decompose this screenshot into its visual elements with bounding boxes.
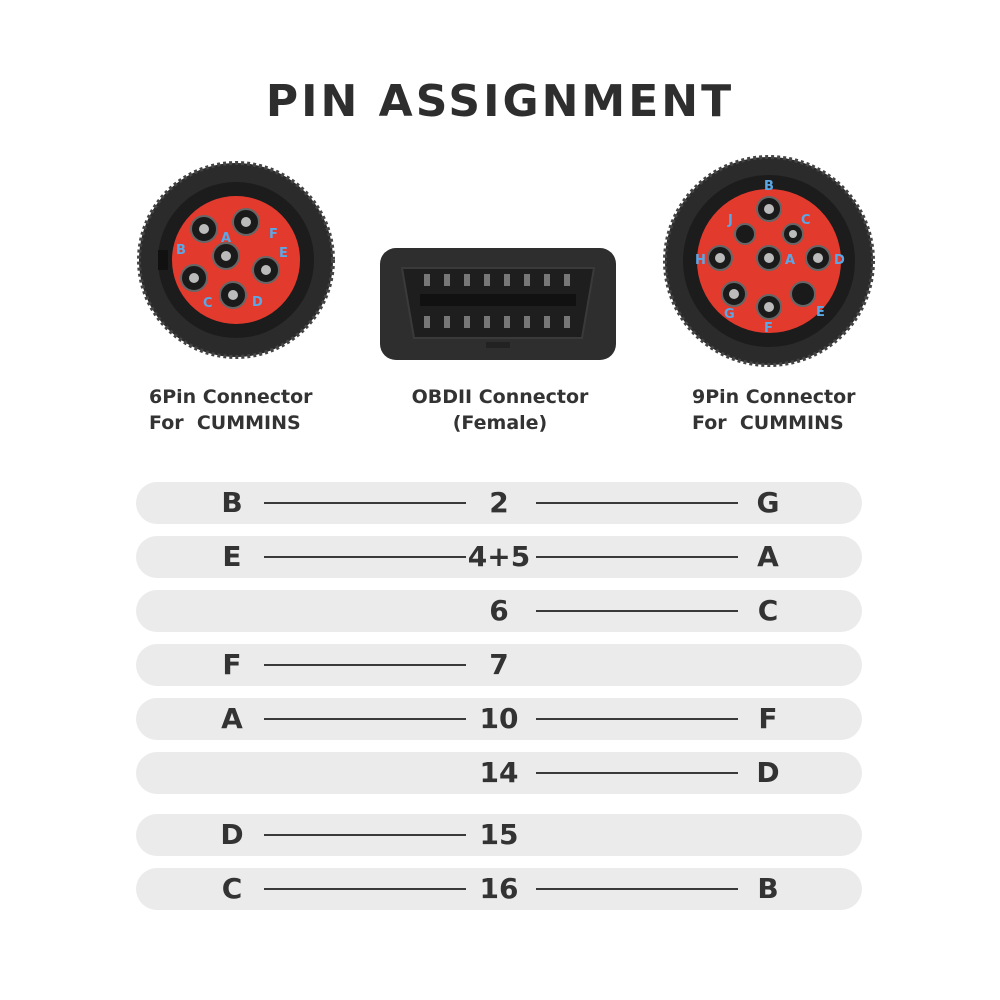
mapping-row [136, 752, 862, 794]
mapping-row [136, 698, 862, 740]
six-pin-caption [149, 384, 313, 436]
connection-line-left [264, 664, 466, 666]
obd-pin-cell: 16 [479, 872, 519, 905]
obd-pin-cell: 4+5 [467, 540, 531, 573]
mapping-row [136, 814, 862, 856]
obd-pin-slot [424, 274, 430, 286]
nine-pin-cell: C [757, 594, 779, 627]
connection-line-left [264, 888, 466, 890]
six-pin-cell: B [221, 486, 243, 519]
obd-pin-slot [504, 316, 510, 328]
obd-pin-slot [484, 316, 490, 328]
nine-pin-label-c: C [801, 213, 811, 228]
six-pin-cell: D [220, 818, 244, 851]
mapping-row [136, 590, 862, 632]
obd-pin-cell: 15 [479, 818, 519, 851]
nine-pin-label-e: E [816, 305, 825, 320]
nine-pin-cell: F [758, 702, 778, 735]
six-pin-caption-line1: 6Pin Connector [149, 386, 313, 408]
six-pin-label-d: D [252, 295, 263, 310]
six-pin-caption-line2: For CUMMINS [149, 412, 301, 434]
nine-pin-cell: A [757, 540, 779, 573]
obd-pin-slot [544, 274, 550, 286]
six-pin-cell [198, 752, 266, 794]
connection-line-left [264, 834, 466, 836]
connection-line-left [264, 556, 466, 558]
nine-pin-caption-line2: For CUMMINS [692, 412, 844, 434]
obd-pin-slot [524, 316, 530, 328]
nine-pin-cell: D [756, 756, 780, 789]
obd-pin-cell: 6 [489, 594, 509, 627]
mapping-row [136, 644, 862, 686]
obd-pin-slot [524, 274, 530, 286]
obd-pin-slot [484, 274, 490, 286]
page-title: PIN ASSIGNMENT [265, 76, 735, 127]
obd-connector-image [378, 246, 618, 362]
six-pin-label-b: B [176, 243, 186, 258]
six-pin-connector-image [136, 160, 336, 360]
obd-pin-cell: 7 [489, 648, 509, 681]
obd-pin-slot [564, 274, 570, 286]
obd-pin-slot [444, 274, 450, 286]
six-pin-label-c: C [203, 296, 213, 311]
obd-pin-slot [564, 316, 570, 328]
six-pin-label-e: E [279, 246, 288, 261]
connection-line-right [536, 718, 738, 720]
obd-pin-cell: 10 [479, 702, 519, 735]
obd-pin-slot [424, 316, 430, 328]
nine-pin-label-d: D [834, 253, 845, 268]
six-pin-cell: E [222, 540, 242, 573]
nine-pin-cell: B [757, 872, 779, 905]
nine-pin-label-f: F [764, 321, 773, 336]
six-pin-label-f: F [269, 227, 278, 242]
obd-pin-cell: 2 [489, 486, 509, 519]
connection-line-left [264, 502, 466, 504]
connection-line-right [536, 888, 738, 890]
nine-pin-caption [692, 384, 856, 436]
connection-line-right [536, 772, 738, 774]
obd-pin-cell: 14 [479, 756, 519, 789]
obd-pin-slot [444, 316, 450, 328]
nine-pin-caption-line1: 9Pin Connector [692, 386, 856, 408]
obd-pin-slot [464, 274, 470, 286]
mapping-row [136, 482, 862, 524]
nine-pin-cell [734, 814, 802, 856]
mapping-row [136, 536, 862, 578]
obd-caption-line2: (Female) [452, 412, 548, 434]
nine-pin-label-b: B [764, 179, 774, 194]
mapping-row [136, 868, 862, 910]
connection-line-right [536, 502, 738, 504]
connection-line-left [264, 718, 466, 720]
obd-caption-line1: OBDII Connector [411, 386, 589, 408]
connection-line-right [536, 556, 738, 558]
obd-caption [400, 384, 600, 436]
connection-line-right [536, 610, 738, 612]
nine-pin-label-h: H [695, 253, 706, 268]
obd-pin-slot [504, 274, 510, 286]
six-pin-label-a: A [221, 231, 232, 246]
nine-pin-label-g: G [724, 307, 735, 322]
six-pin-cell: C [221, 872, 243, 905]
obd-pin-slot [544, 316, 550, 328]
nine-pin-label-j: J [728, 213, 733, 228]
nine-pin-cell [734, 644, 802, 686]
six-pin-cell: A [221, 702, 243, 735]
nine-pin-connector-image [662, 154, 876, 368]
six-pin-cell [198, 590, 266, 632]
nine-pin-cell: G [756, 486, 780, 519]
six-pin-cell: F [222, 648, 242, 681]
nine-pin-label-a: A [785, 253, 796, 268]
obd-pin-slot [464, 316, 470, 328]
